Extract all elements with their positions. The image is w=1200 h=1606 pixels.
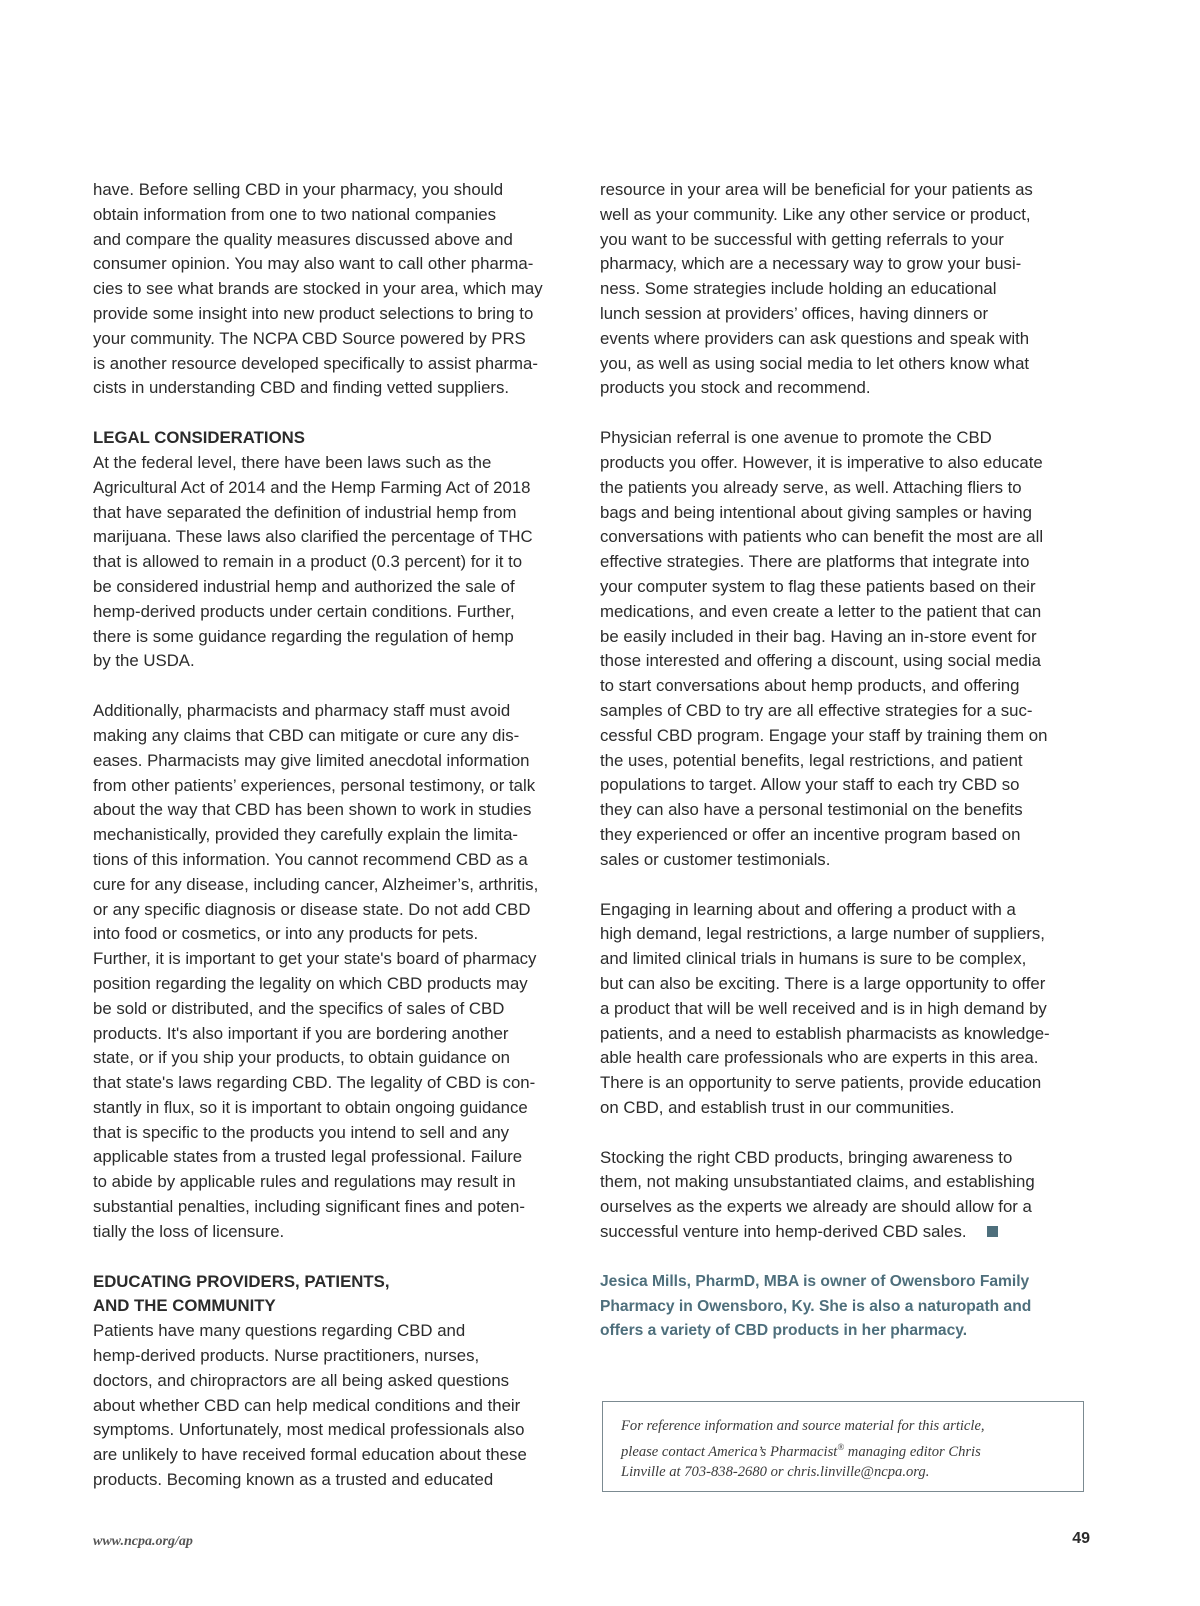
reference-info-box bbox=[602, 1401, 1084, 1492]
reference-text-part-2: managing editor Chris Linville at 703-838-2680 or chris.linville@ncpa.org. bbox=[621, 1443, 981, 1480]
paragraph-intro-continued: have. Before selling CBD in your pharmacy, you should obtain information from one to two national companies and compare the quality measures discussed above and consumer opinion. You may also want to call other pharma- cies to see what brands are stocked in your area, which may provide some insight into new product selections to bring to your community. The NCPA CBD Source powered by PRS is another resource developed specifically to assist pharma- cists in understanding CBD and finding vetted suppliers. bbox=[93, 180, 543, 398]
end-of-article-square-icon bbox=[987, 1226, 998, 1237]
registered-trademark-mark: ® bbox=[837, 1441, 845, 1452]
conclusion-text: Stocking the right CBD products, bringing awareness to them, not making unsubstantiated claims, and establishing ourselves as the experts we already are should allow for a successful venture into hemp-derived CBD sales. bbox=[600, 1147, 1035, 1242]
left-column bbox=[93, 178, 573, 1518]
heading-legal-considerations: LEGAL CONSIDERATIONS bbox=[93, 428, 305, 448]
paragraph-engaging: Engaging in learning about and offering a product with a high demand, legal restrictions, a large number of suppliers, and limited clinical trials in humans is sure to be complex, but can also be exciting. There is a large opportunity to offer a product that will be well received and is in high demand by patients, and a need to establish pharmacists as knowledge- able health care professionals who are experts in this area. There is an opportunity to serve patients, provide education on CBD, and establish trust in our communities. bbox=[600, 899, 1050, 1117]
reference-info-text bbox=[621, 1416, 1065, 1482]
paragraph-referrals: resource in your area will be beneficial for your patients as well as your community. Like any other service or product, you want to be successful with getting referrals to your pharmacy, which are a necessary way to grow your busi- ness. Some strategies include holding an educational lunch session at providers’ offices, having dinners or events where providers can ask questions and speak with you, as well as using social media to let others know what products you stock and recommend. bbox=[600, 180, 1033, 398]
author-bio: Jesica Mills, PharmD, MBA is owner of Owensboro Family Pharmacy in Owensboro, Ky. She is also a naturopath and offers a variety of CBD products in her pharmacy. bbox=[600, 1272, 1032, 1340]
heading-educating-providers: EDUCATING PROVIDERS, PATIENTS, AND THE COMMUNITY bbox=[93, 1271, 390, 1316]
paragraph-physician-referral: Physician referral is one avenue to promote the CBD products you offer. However, it is imperative to also educate the patients you already serve, as well. Attaching fliers to bags and being intentional about giving samples or having conversations with patients who can benefit the most are all effective strategies. There are platforms that integrate into your computer system to flag these patients based on their medications, and even create a letter to the patient that can be easily included in their bag. Having an in-store event for those interested and offering a discount, using social media to start conversations about hemp products, and offering samples of CBD to try are all effective strategies for a suc- cessful CBD program. Engage your staff by training them on the uses, potential benefits, legal restrictions, and patient populations to target. Allow your staff to each try CBD so they can also have a personal testimonial on the benefits they experienced or offer an incentive program based on sales or customer testimonials. bbox=[600, 428, 1048, 869]
paragraph-federal-laws: At the federal level, there have been laws such as the Agricultural Act of 2014 and the Hemp Farming Act of 2018 that have separated the definition of industrial hemp from marijuana. These laws also clarified the percentage of THC that is allowed to remain in a product (0.3 percent) for it to be considered industrial hemp and authorized the sale of hemp-derived products under certain conditions. Further, there is some guidance regarding the regulation of hemp by the USDA. bbox=[93, 452, 533, 671]
paragraph-conclusion bbox=[600, 1146, 1090, 1245]
paragraph-claims-guidance: Additionally, pharmacists and pharmacy staff must avoid making any claims that CBD can mitigate or cure any dis- eases. Pharmacists may give limited anecdotal information from other patients’ experiences, personal testimony, or talk about the way that CBD has been shown to work in studies mechanistically, provided they carefully explain the limita- tions of this information. You cannot recommend CBD as a cure for any disease, including cancer, Alzheimer’s, arthritis, or any specific diagnosis or disease state. Do not add CBD into food or cosmetics, or into any products for pets. Further, it is important to get your state's board of pharmacy position regarding the legality on which CBD products may be sold or distributed, and the specifics of sales of CBD products. It's also important if you are bordering another state, or if you ship your products, to obtain guidance on that state's laws regarding CBD. The legality of CBD is con- stantly in flux, so it is important to obtain ongoing guidance that is specific to the products you intend to sell and any applicable states from a trusted legal professional. Failure to abide by applicable rules and regulations may result in substantial penalties, including significant fines and poten- tially the loss of licensure. bbox=[93, 701, 539, 1241]
paragraph-patient-questions: Patients have many questions regarding CBD and hemp-derived products. Nurse practitioners, nurses, doctors, and chiropractors are all being asked questions about whether CBD can help medical conditions and their symptoms. Unfortunately, most medical professionals also are unlikely to have received formal education about these products. Becoming known as a trusted and educated bbox=[93, 1321, 527, 1490]
reference-text-part-1: For reference information and source material for this article, please contact America’s Pharmacist bbox=[621, 1418, 985, 1460]
right-column bbox=[600, 178, 1090, 1344]
page-number: 49 bbox=[1072, 1530, 1090, 1547]
footer-url: www.ncpa.org/ap bbox=[93, 1534, 193, 1549]
